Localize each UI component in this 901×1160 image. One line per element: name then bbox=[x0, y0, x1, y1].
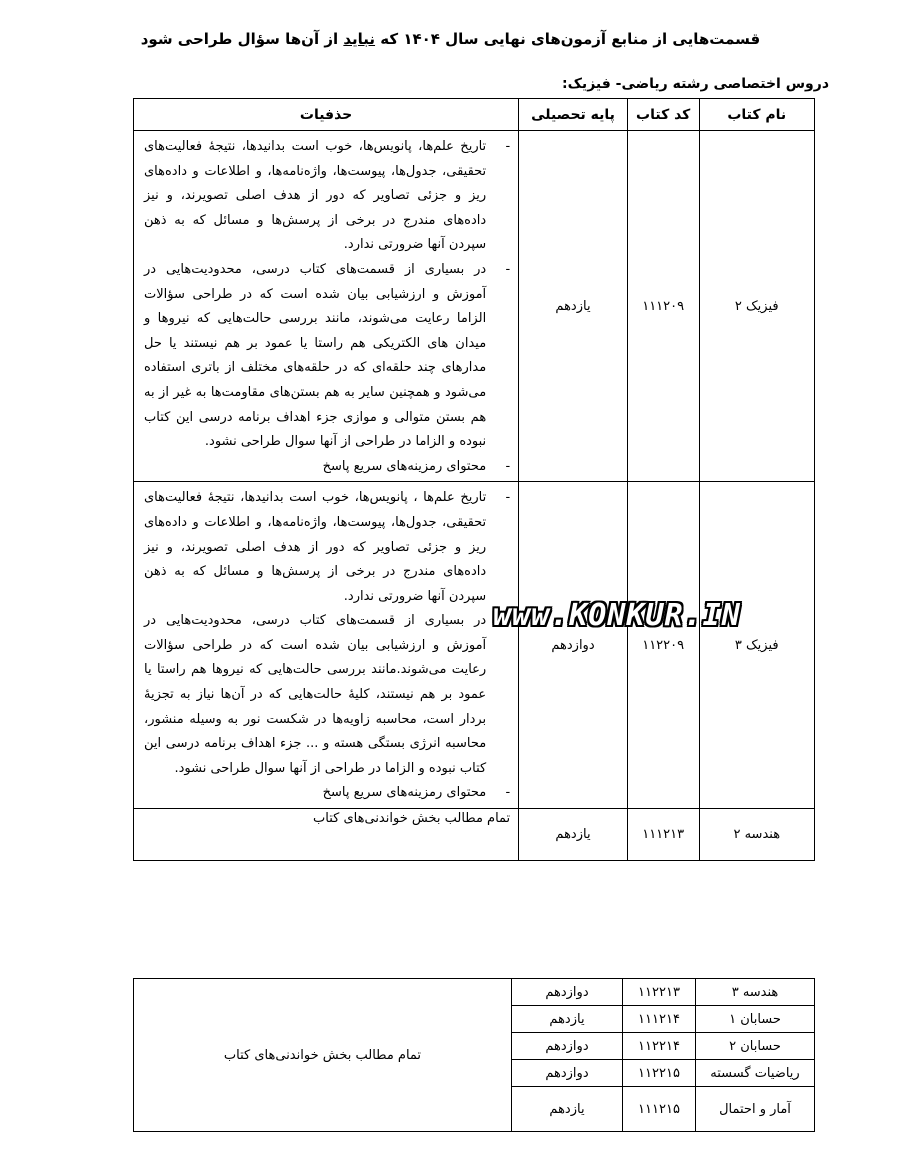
table-row bbox=[134, 131, 815, 482]
header-book-code: کد کتاب bbox=[627, 99, 699, 131]
book-code-cell: ۱۱۱۲۰۹ bbox=[627, 131, 699, 482]
list-item: - در بسیاری از قسمت‌های کتاب درسی، محدودیت‌هایی در آموزش و ارزشیابی بیان شده است که در طراحی سؤالات رعایت می‌شوند.مانند بررسی حالت‌هایی که نیروها هم راستا یا عمود بر هم نیستند، کلیهٔ حالت‌هایی که در آن‌ها نیاز به تجزیهٔ بردار است، محاسبه زاویه‌ها در شکست نور به وسیله منشور، محاسبه انرژی بستگی هسته و ... جزء اهداف برنامه درسی این کتاب نبوده و الزاما در طراحی از آنها سوال طراحی نشود. bbox=[144, 609, 512, 781]
book-name-cell: حسابان ۱ bbox=[696, 1006, 815, 1033]
level-cell: یازدهم bbox=[512, 1006, 623, 1033]
level-cell: یازدهم bbox=[519, 131, 628, 482]
list-item: - در بسیاری از قسمت‌های کتاب درسی، محدودیت‌هایی در آموزش و ارزشیابی بیان شده است که در طراحی سؤالات الزاما رعایت می‌شوند، مانند بررسی حالت‌هایی که نیروها و میدان های الکتریکی هم راستا یا عمود بر هم نیستند یا حل مدارهای چند حلقه‌ای که در حلقه‌های مختلف از باتری استفاده می‌شود و همچنین سایر به هم بستن‌های مقاومت‌ها به غیر از به هم بستن متوالی و موازی جزء اهداف برنامه درسی این کتاب نبوده و الزاما در طراحی از آنها سوال طراحی نشود. bbox=[144, 258, 512, 455]
header-book-name: نام کتاب bbox=[699, 99, 814, 131]
book-name-cell: هندسه ۲ bbox=[699, 809, 814, 861]
list-item: - تاریخ علم‌ها، پانویس‌ها، خوب است بدانیدها، نتیجهٔ فعالیت‌های تحقیقی، جدول‌ها، پیوست‌ها، واژه‌نامه‌ها، و اطلاعات و داده‌های ریز و جزئی تصاویر که دور از هدف اصلی تصویرند، و نیز داده‌های مندرج در برخی از پرسش‌ها و مسائل که به ذهن سپردن آنها ضرورتی ندارد. bbox=[144, 135, 512, 258]
table-header-row bbox=[134, 99, 815, 131]
level-cell: یازدهم bbox=[519, 809, 628, 861]
book-name-cell: حسابان ۲ bbox=[696, 1033, 815, 1060]
details-cell: تمام مطالب بخش خواندنی‌های کتاب bbox=[134, 809, 519, 861]
level-cell: یازدهم bbox=[512, 1087, 623, 1132]
book-name-cell: آمار و احتمال bbox=[696, 1087, 815, 1132]
details-cell bbox=[134, 482, 519, 809]
book-code-cell: ۱۱۱۲۱۳ bbox=[627, 809, 699, 861]
book-code-cell: ۱۱۲۲۰۹ bbox=[627, 482, 699, 809]
book-name-cell: فیزیک ۳ bbox=[699, 482, 814, 809]
list-item: - محتوای رمزینه‌های سریع پاسخ bbox=[144, 455, 512, 480]
title-underlined: نباید bbox=[343, 30, 376, 48]
deletions-table bbox=[133, 98, 815, 861]
table-row bbox=[134, 482, 815, 809]
book-code-cell: ۱۱۲۲۱۳ bbox=[623, 979, 696, 1006]
book-code-cell: ۱۱۱۲۱۵ bbox=[623, 1087, 696, 1132]
level-cell: دوازدهم bbox=[512, 979, 623, 1006]
page-title bbox=[0, 30, 901, 48]
readings-table bbox=[133, 978, 815, 1132]
level-cell: دوازدهم bbox=[512, 1033, 623, 1060]
level-cell: دوازدهم bbox=[512, 1060, 623, 1087]
book-code-cell: ۱۱۲۲۱۵ bbox=[623, 1060, 696, 1087]
title-part-1: قسمت‌هایی از منابع آزمون‌های نهایی سال ۱۴۰۴ که bbox=[375, 30, 761, 48]
list-item: - محتوای رمزینه‌های سریع پاسخ bbox=[144, 781, 512, 806]
table-row bbox=[134, 809, 815, 861]
book-name-cell: ریاضیات گسسته bbox=[696, 1060, 815, 1087]
table-row bbox=[134, 979, 815, 1006]
section-subtitle: دروس اختصاصی رشته ریاضی- فیزیک: bbox=[562, 76, 829, 92]
book-code-cell: ۱۱۲۲۱۴ bbox=[623, 1033, 696, 1060]
list-item: - تاریخ علم‌ها ، پانویس‌ها، خوب است بدانیدها، نتیجهٔ فعالیت‌های تحقیقی، جدول‌ها، پیوست‌ها، واژه‌نامه‌ها، و اطلاعات و داده‌های ریز و جزئی تصاویر که دور از هدف اصلی تصویرند، و نیز داده‌های مندرج در برخی از پرسش‌ها و مسائل که به ذهن سپردن آنها ضرورتی ندارد. bbox=[144, 486, 512, 609]
level-cell: دوازدهم bbox=[519, 482, 628, 809]
details-cell: تمام مطالب بخش خواندنی‌های کتاب bbox=[134, 979, 512, 1132]
title-part-2: از آن‌ها سؤال طراحی شود bbox=[140, 30, 344, 48]
header-details: حذفیات bbox=[134, 99, 519, 131]
watermark: www.KONKUR.IN bbox=[493, 598, 741, 633]
details-cell bbox=[134, 131, 519, 482]
book-name-cell: فیزیک ۲ bbox=[699, 131, 814, 482]
book-code-cell: ۱۱۱۲۱۴ bbox=[623, 1006, 696, 1033]
book-name-cell: هندسه ۳ bbox=[696, 979, 815, 1006]
header-level: پایه تحصیلی bbox=[519, 99, 628, 131]
